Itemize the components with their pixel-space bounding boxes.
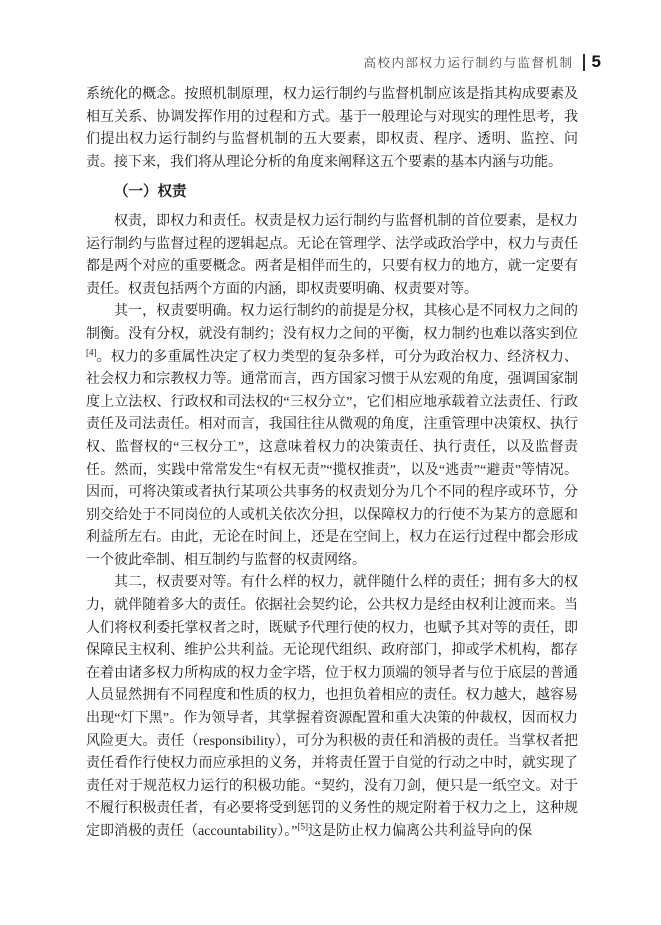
footnote-reference: [5] [297,821,309,832]
page-number: 5 [591,52,601,71]
section-heading: （一）权责 [114,184,187,201]
running-header [0,52,601,72]
page-body [86,84,578,844]
paragraph: 其一，权责要明确。权力运行制约的前提是分权，其核心是不同权力之间的制衡。没有分权，就没有制约；没有权力之间的平衡，权力制约也难以落实到位[4]。权力的多重属性决定了权力类型的复杂多样，可分为政治权力、经济权力、社会权力和宗教权力等。通常而言，西方国家习惯于从宏观的角度，强调国家制度上立法权、行政权和司法权的“三权分立”，它们相应地承载着立法责任、行政责任及司法责任。相对而言，我国往往从微观的角度，注重管理中决策权、执行权、监督权的“三权分工”，这意味着权力的决策责任、执行责任，以及监督责任。然而，实践中常常发生“有权无责”“揽权推责”，以及“逃责”“避责”等情况。因而，可将决策或者执行某项公共事务的权责划分为几个不同的程序或环节，分别交给处于不同岗位的人或机关依次分担，以保障权力的行使不为某方的意愿和利益所左右。由此，无论在时间上，还是在空间上，权力在运行过程中都会形成一个彼此牵制、相互制约与监督的权责网络。 [86,304,578,568]
running-title: 高校内部权力运行制约与监督机制 [363,56,574,70]
footnote-reference: [4] [86,346,97,357]
header-divider [583,54,585,71]
paragraph: 其二，权责要对等。有什么样的权力，就伴随什么样的责任；拥有多大的权力，就伴随着多大的责任。依据社会契约论，公共权力是经由权利让渡而来。当人们将权利委托掌权者之时，既赋予代理行使的权力，也赋予其对等的责任，即保障民主权利、维护公共利益。无论现代组织、政府部门，抑或学术机构，都存在着由诸多权力所构成的权力金字塔，位于权力顶端的领导者与位于底层的普通人员显然拥有不同程度和性质的权力，也担负着相应的责任。权力越大，越容易出现“灯下黑”。作为领导者，其掌握着资源配置和重大决策的仲裁权，因而权力风险更大。责任（responsibility），可分为积极的责任和消极的责任。当掌权者把责任看作行使权力而应承担的义务，并将责任置于自觉的行动之中时，就实现了责任对于规范权力运行的积极功能。“契约，没有刀剑，便只是一纸空文。对于不履行积极责任者，有必要将受到惩罚的义务性的规定附着于权力之上，这种规定即消极的责任（accountability）。”[5]这是防止权力偏离公共利益导向的保 [86,575,578,839]
paragraph: 系统化的概念。按照机制原理，权力运行制约与监督机制应该是指其构成要素及相互关系、协调发挥作用的过程和方式。基于一般理论与对现实的理性思考，我们提出权力运行制约与监督机制的五大要素，即权责、程序、透明、监控、问责。接下来，我们将从理论分析的角度来阐释这五个要素的基本内涵与功能。 [86,87,578,170]
paragraph: 权责，即权力和责任。权责是权力运行制约与监督机制的首位要素，是权力运行制约与监督过程的逻辑起点。无论在管理学、法学或政治学中，权力与责任都是两个对应的重要概念。两者是相伴而生的，只要有权力的地方，就一定要有责任。权责包括两个方面的内涵，即权责要明确、权责要对等。 [86,213,578,297]
